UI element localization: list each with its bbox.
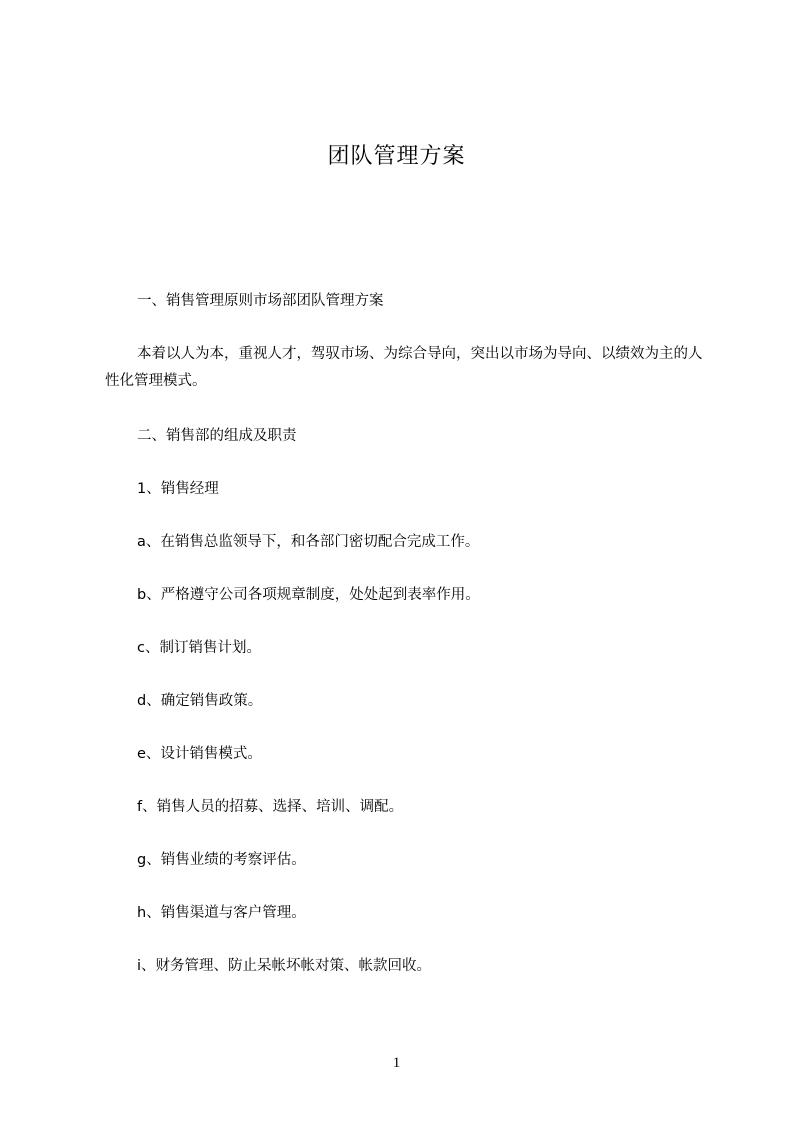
list-item: g、销售业绩的考察评估。 [137, 852, 306, 868]
list-item: i、财务管理、防止呆帐坏帐对策、帐款回收。 [137, 958, 432, 974]
list-item: e、设计销售模式。 [137, 746, 262, 762]
list-item: a、在销售总监领导下，和各部门密切配合完成工作。 [137, 534, 480, 550]
section-heading-2: 二、销售部的组成及职责 [137, 428, 297, 444]
document-title: 团队管理方案 [327, 144, 466, 169]
list-item: f、销售人员的招募、选择、培训、调配。 [137, 799, 404, 815]
list-item: b、严格遵守公司各项规章制度，处处起到表率作用。 [137, 587, 480, 603]
section-heading-1: 一、销售管理原则市场部团队管理方案 [137, 293, 384, 309]
list-item: h、销售渠道与客户管理。 [137, 905, 306, 921]
list-item: d、确定销售政策。 [137, 693, 263, 709]
subsection-heading: 1、销售经理 [137, 481, 219, 497]
page-number: 1 [392, 1055, 401, 1071]
list-item: c、制订销售计划。 [137, 640, 261, 656]
paragraph-1: 本着以人为本，重视人才，驾驭市场、为综合导向，突出以市场为导向、以绩效为主的人性化管理模式。 [105, 346, 703, 389]
